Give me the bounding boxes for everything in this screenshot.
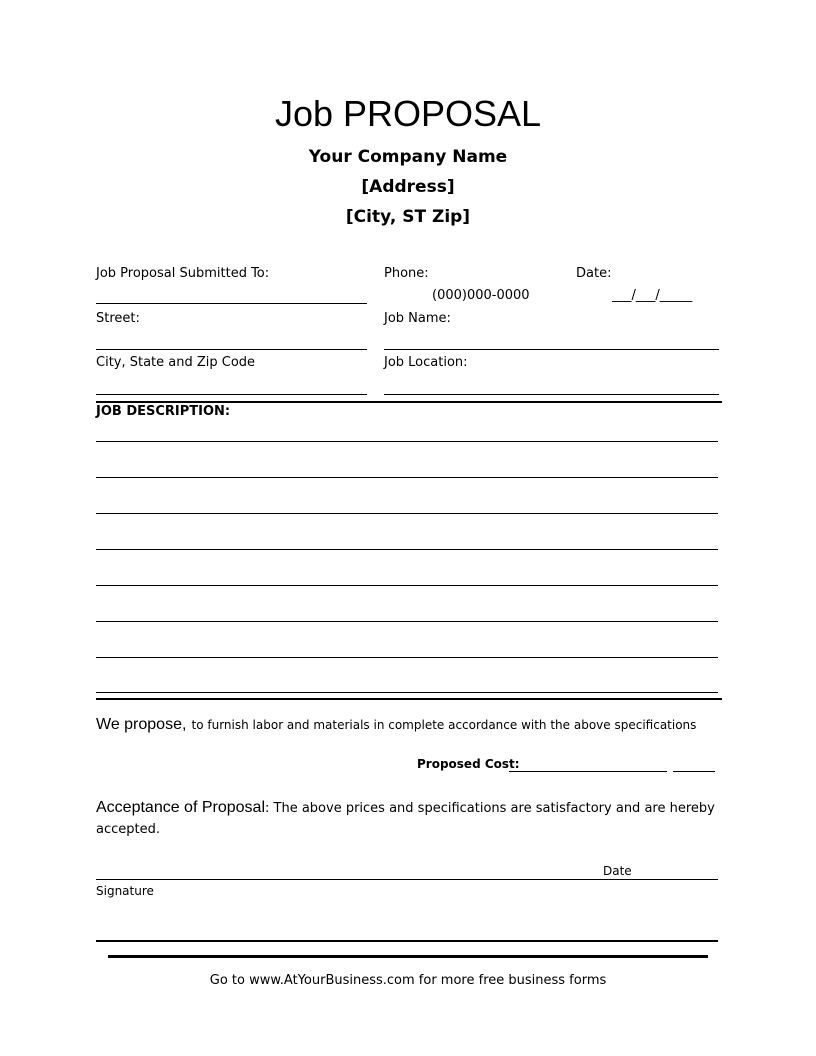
submitted-to-label: Job Proposal Submitted To: xyxy=(96,266,270,281)
bottom-rule xyxy=(96,940,718,942)
date-value[interactable]: ___/___/_____ xyxy=(612,288,693,303)
street-label: Street: xyxy=(96,311,140,326)
company-name: Your Company Name xyxy=(308,147,508,167)
phone-value[interactable]: (000)000-0000 xyxy=(432,288,530,303)
phone-label: Phone: xyxy=(384,266,429,281)
job-name-field[interactable] xyxy=(384,349,719,350)
acceptance-lead: Acceptance of Proposal xyxy=(96,799,265,816)
company-city: [City, ST Zip] xyxy=(345,207,471,227)
proposed-cost-label: Proposed Cost: xyxy=(417,757,520,771)
description-line[interactable] xyxy=(96,585,718,586)
acceptance-text: : The above prices and specifications are satisfactory and are hereby xyxy=(265,801,715,816)
acceptance-statement xyxy=(96,797,715,817)
proposal-statement xyxy=(96,714,696,734)
page-title: Job PROPOSAL xyxy=(274,93,542,134)
job-description-heading: JOB DESCRIPTION: xyxy=(96,404,231,419)
description-line[interactable] xyxy=(96,441,718,442)
date-label: Date: xyxy=(576,266,612,281)
city-state-zip-label: City, State and Zip Code xyxy=(96,355,256,370)
section-divider xyxy=(96,698,722,700)
company-address: [Address] xyxy=(361,177,455,197)
signature-label: Signature xyxy=(96,884,154,898)
job-location-field[interactable] xyxy=(384,394,719,395)
description-line[interactable] xyxy=(96,657,718,658)
signature-line[interactable] xyxy=(96,879,718,880)
signature-date-label: Date xyxy=(603,864,632,878)
description-line[interactable] xyxy=(96,513,718,514)
job-name-label: Job Name: xyxy=(384,311,451,326)
proposed-cost-field[interactable] xyxy=(509,771,667,772)
description-line[interactable] xyxy=(96,621,718,622)
submitted-to-field[interactable] xyxy=(96,303,367,304)
footer-rule xyxy=(108,955,708,958)
city-state-zip-field[interactable] xyxy=(96,394,367,395)
footer-text[interactable]: Go to www.AtYourBusiness.com for more free business forms xyxy=(209,973,607,988)
proposal-lead: We propose, xyxy=(96,716,187,733)
street-field[interactable] xyxy=(96,349,367,350)
description-line[interactable] xyxy=(96,549,718,550)
description-line[interactable] xyxy=(96,477,718,478)
proposed-cost-field-2[interactable] xyxy=(673,771,715,772)
section-divider xyxy=(96,401,722,403)
job-location-label: Job Location: xyxy=(384,355,468,370)
proposal-text: to furnish labor and materials in complete accordance with the above specifications xyxy=(191,718,697,732)
acceptance-text-line2: accepted. xyxy=(96,822,160,837)
description-line[interactable] xyxy=(96,692,718,693)
